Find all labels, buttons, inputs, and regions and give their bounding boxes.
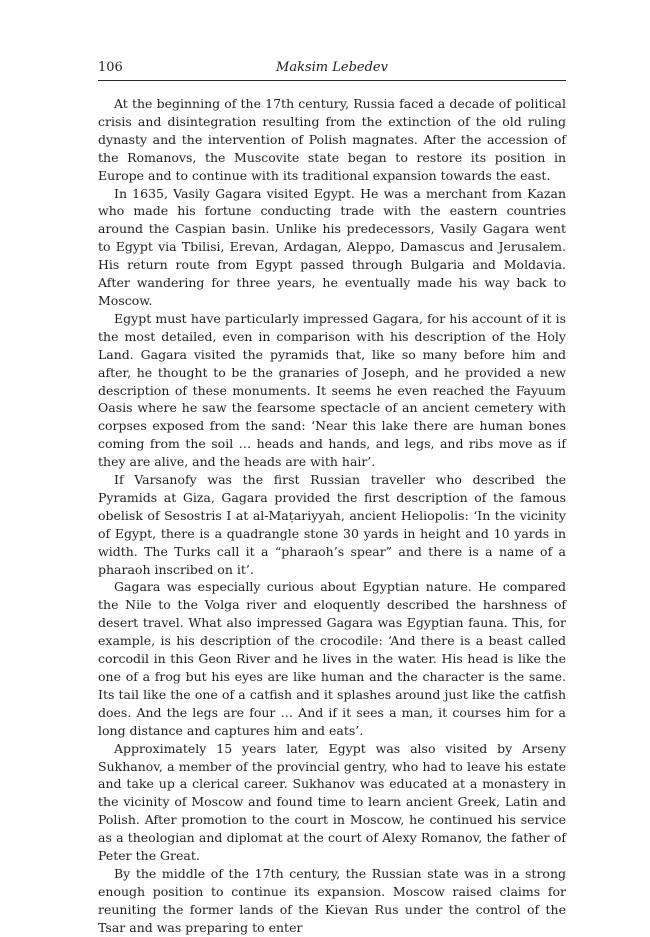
- page-number: 106: [98, 60, 123, 75]
- paragraph: At the beginning of the 17th century, Russia faced a decade of political crisis and disintegration resulting from the extinction of the old ruling dynasty and the intervention of Polish magnates. After the accession of the Romanovs, the Muscovite state began to restore its position in Europe and to continue with its traditional expansion towards the east.: [98, 96, 566, 183]
- page-header: [98, 56, 566, 81]
- running-head-author: Maksim Lebedev: [276, 60, 388, 75]
- book-page: [98, 56, 566, 937]
- paragraph: By the middle of the 17th century, the Russian state was in a strong enough position to continue its expansion. Moscow raised claims for reuniting the former lands of the Kievan Rus under the control of the Tsar and was preparing to enter: [98, 865, 566, 935]
- paragraph: Egypt must have particularly impressed Gagara, for his account of it is the most detailed, even in comparison with his description of the Holy Land. Gagara visited the pyramids that, like so many before him and after, he thought to be the granaries of Joseph, and he provided a new description of these monuments. It seems he even reached the Fayuum Oasis where he saw the fearsome spectacle of an ancient cemetery with corpses exposed from the sand: ‘Near this lake there are human bones coming from the soil … heads and hands, and legs, and ribs move as if they are alive, and the heads are with hair’.: [98, 310, 566, 470]
- body-text: [98, 95, 566, 937]
- paragraph: In 1635, Vasily Gagara visited Egypt. He was a merchant from Kazan who made his fortune conducting trade with the eastern countries around the Caspian basin. Unlike his predecessors, Vasily Gagara went to Egypt via Tbilisi, Erevan, Ardagan, Aleppo, Damascus and Jerusalem. His return route from Egypt passed through Bulgaria and Moldavia. After wandering for three years, he eventually made his way back to Moscow.: [98, 185, 566, 308]
- paragraph: If Varsanofy was the first Russian traveller who described the Pyramids at Giza, Gagara provided the first description of the famous obelisk of Sesostris I at al-Maṭariyyah, ancient Heliopolis: ‘In the vicinity of Egypt, there is a quadrangle stone 30 yards in height and 10 yards in width. The Turks call it a “pharaoh’s spear” and there is a name of a pharaoh inscribed on it’.: [98, 472, 566, 577]
- paragraph: Gagara was especially curious about Egyptian nature. He compared the Nile to the Volga river and eloquently described the harshness of desert travel. What also impressed Gagara was Egyptian fauna. This, for example, is his description of the crocodile: ‘And there is a beast called corcodil in this Geon River and he lives in the water. His head is like the one of a frog but his eyes are like human and the character is the same. Its tail like the one of a catfish and it splashes around just like the catfish does. And the legs are four … And if it sees a man, it courses him for a long distance and captures him and eats’.: [98, 579, 566, 738]
- paragraph: Approximately 15 years later, Egypt was also visited by Arseny Sukhanov, a member of the provincial gentry, who had to leave his estate and take up a clerical career. Sukhanov was educated at a monastery in the vicinity of Moscow and found time to learn ancient Greek, Latin and Polish. After promotion to the court in Moscow, he continued his service as a theologian and diplomat at the court of Alexy Romanov, the father of Peter the Great.: [98, 740, 566, 864]
